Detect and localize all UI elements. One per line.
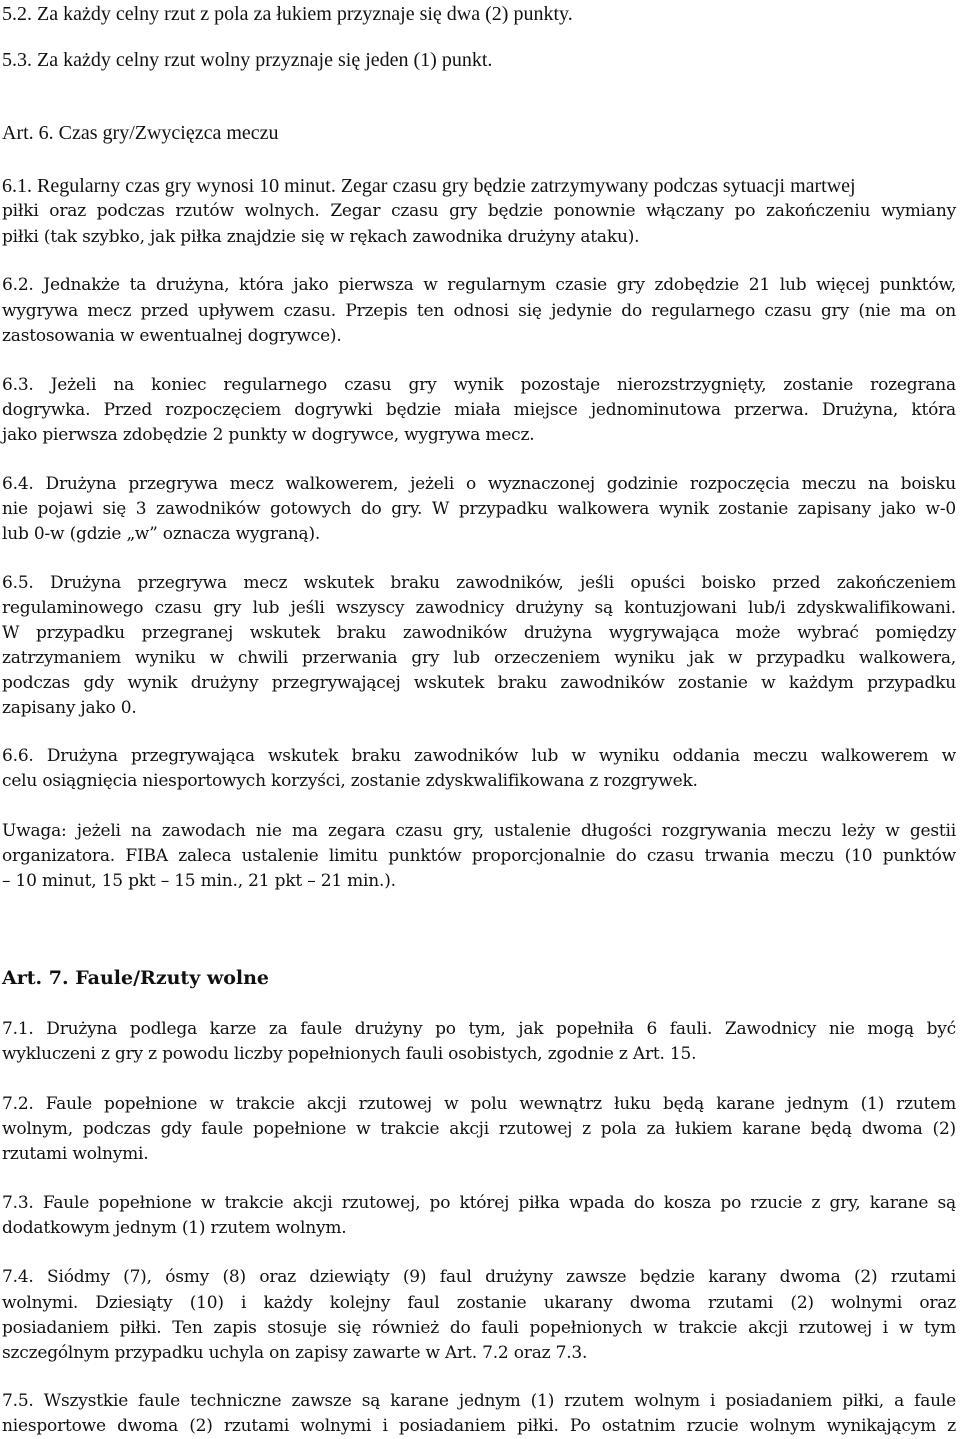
rule-6-6-line-1: 6.6. Drużyna przegrywająca wskutek braku zawodników lub w wyniku oddania meczu walkowerem w	[2, 746, 956, 766]
rule-7-5-line-1: 7.5. Wszystkie faule techniczne zawsze są karane jednym (1) rzutem wolnym i posiadaniem piłki, a faule	[2, 1391, 956, 1411]
rule-6-5-line-2: regulaminowego czasu gry lub jeśli wszyscy zawodnicy drużyny są kontuzjowani lub/i zdyskwalifikowani.	[2, 598, 956, 618]
rule-6-1-line-3: piłki (tak szybko, jak piłka znajdzie się w rękach zawodnika drużyny ataku).	[2, 227, 640, 247]
note-line-2: organizatora. FIBA zaleca ustalenie limitu punktów proporcjonalnie do czasu trwania meczu (10 punktów	[2, 846, 956, 866]
rule-6-3-line-1: 6.3. Jeżeli na koniec regularnego czasu gry wynik pozostaje nierozstrzygnięty, zostanie rozegrana	[2, 375, 956, 395]
rule-6-5-line-5: podczas gdy wynik drużyny przegrywającej wskutek braku zawodników zostanie w każdym przypadku	[2, 673, 956, 693]
rule-6-4-line-1: 6.4. Drużyna przegrywa mecz walkowerem, jeżeli o wyznaczonej godzinie rozpoczęcia meczu na boisku	[2, 474, 956, 494]
rule-7-2-line-2: wolnym, podczas gdy faule popełnione w trakcie akcji rzutowej z pola za łukiem karane będą dwoma (2)	[2, 1119, 956, 1139]
art-6-heading: Art. 6. Czas gry/Zwycięzca meczu	[2, 122, 279, 144]
note-line-3: – 10 minut, 15 pkt – 15 min., 21 pkt – 21 min.).	[2, 871, 396, 891]
rule-7-2-line-3: rzutami wolnymi.	[2, 1144, 149, 1164]
art-7-heading: Art. 7. Faule/Rzuty wolne	[2, 967, 270, 989]
rule-6-1-line-2: piłki oraz podczas rzutów wolnych. Zegar czasu gry będzie ponownie włączany po zakończeniu wymiany	[2, 201, 956, 221]
rule-6-5-line-3: W przypadku przegranej wskutek braku zawodników drużyna wygrywająca może wybrać pomiędzy	[2, 623, 956, 643]
rule-5-3-line: 5.3. Za każdy celny rzut wolny przyznaje się jeden (1) punkt.	[2, 49, 493, 71]
note-line-1: Uwaga: jeżeli na zawodach nie ma zegara czasu gry, ustalenie długości rozgrywania meczu leży w gestii	[2, 821, 956, 841]
rule-5-2-line: 5.2. Za każdy celny rzut z pola za łukiem przyznaje się dwa (2) punkty.	[2, 3, 573, 25]
rule-6-2-line-1: 6.2. Jednakże ta drużyna, która jako pierwsza w regularnym czasie gry zdobędzie 21 lub więcej punktów,	[2, 275, 956, 295]
rule-7-4-line-2: wolnymi. Dziesiąty (10) i każdy kolejny faul zostanie ukarany dwoma rzutami (2) wolnymi oraz	[2, 1293, 956, 1313]
rule-7-1-line-2: wykluczeni z gry z powodu liczby popełnionych fauli osobistych, zgodnie z Art. 15.	[2, 1044, 697, 1064]
rule-7-4-line-1: 7.4. Siódmy (7), ósmy (8) oraz dziewiąty (9) faul drużyny zawsze będzie karany dwoma (2) rzutami	[2, 1267, 956, 1287]
rule-7-1-line-1: 7.1. Drużyna podlega karze za faule drużyny po tym, jak popełniła 6 fauli. Zawodnicy nie mogą być	[2, 1019, 956, 1039]
rule-6-3-line-2: dogrywka. Przed rozpoczęciem dogrywki będzie miała miejsce jednominutowa przerwa. Drużyna, która	[2, 400, 956, 420]
rule-7-2-line-1: 7.2. Faule popełnione w trakcie akcji rzutowej w polu wewnątrz łuku będą karane jednym (1) rzutem	[2, 1094, 956, 1114]
rule-6-5-line-4: zatrzymaniem wyniku w chwili przerwania gry lub orzeczeniem wyniku jak w przypadku walkowera,	[2, 648, 956, 668]
rule-6-2-line-3: zastosowania w ewentualnej dogrywce).	[2, 326, 342, 346]
rule-7-4-line-3: posiadaniem piłki. Ten zapis stosuje się również do fauli popełnionych w trakcie akcji rzutowej i w tym	[2, 1318, 956, 1338]
rule-7-4-line-4: szczególnym przypadku uchyla on zapisy zawarte w Art. 7.2 oraz 7.3.	[2, 1343, 588, 1363]
rule-7-3-line-2: dodatkowym jednym (1) rzutem wolnym.	[2, 1218, 347, 1238]
rule-6-6-line-2: celu osiągnięcia niesportowych korzyści, zostanie zdyskwalifikowana z rozgrywek.	[2, 771, 698, 791]
rule-6-5-line-1: 6.5. Drużyna przegrywa mecz wskutek braku zawodników, jeśli opuści boisko przed zakończeniem	[2, 573, 956, 593]
rule-6-4-line-2: nie pojawi się 3 zawodników gotowych do gry. W przypadku walkowera wynik zostanie zapisany jako w-0	[2, 499, 956, 519]
rule-6-3-line-3: jako pierwsza zdobędzie 2 punkty w dogrywce, wygrywa mecz.	[2, 425, 535, 445]
rule-7-5-line-2: niesportowe dwoma (2) rzutami wolnymi i posiadaniem piłki. Po ostatnim rzucie wolnym wynikającym z	[2, 1416, 956, 1436]
rule-6-5-line-6: zapisany jako 0.	[2, 698, 137, 718]
rule-6-4-line-3: lub 0-w (gdzie „w” oznacza wygraną).	[2, 524, 321, 544]
rule-7-3-line-1: 7.3. Faule popełnione w trakcie akcji rzutowej, po której piłka wpada do kosza po rzucie z gry, karane są	[2, 1193, 956, 1213]
rule-6-1-line-1: 6.1. Regularny czas gry wynosi 10 minut. Zegar czasu gry będzie zatrzymywany podczas sytuacji martwej	[2, 175, 856, 197]
rule-6-2-line-2: wygrywa mecz przed upływem czasu. Przepis ten odnosi się jedynie do regularnego czasu gry (nie ma on	[2, 301, 956, 321]
